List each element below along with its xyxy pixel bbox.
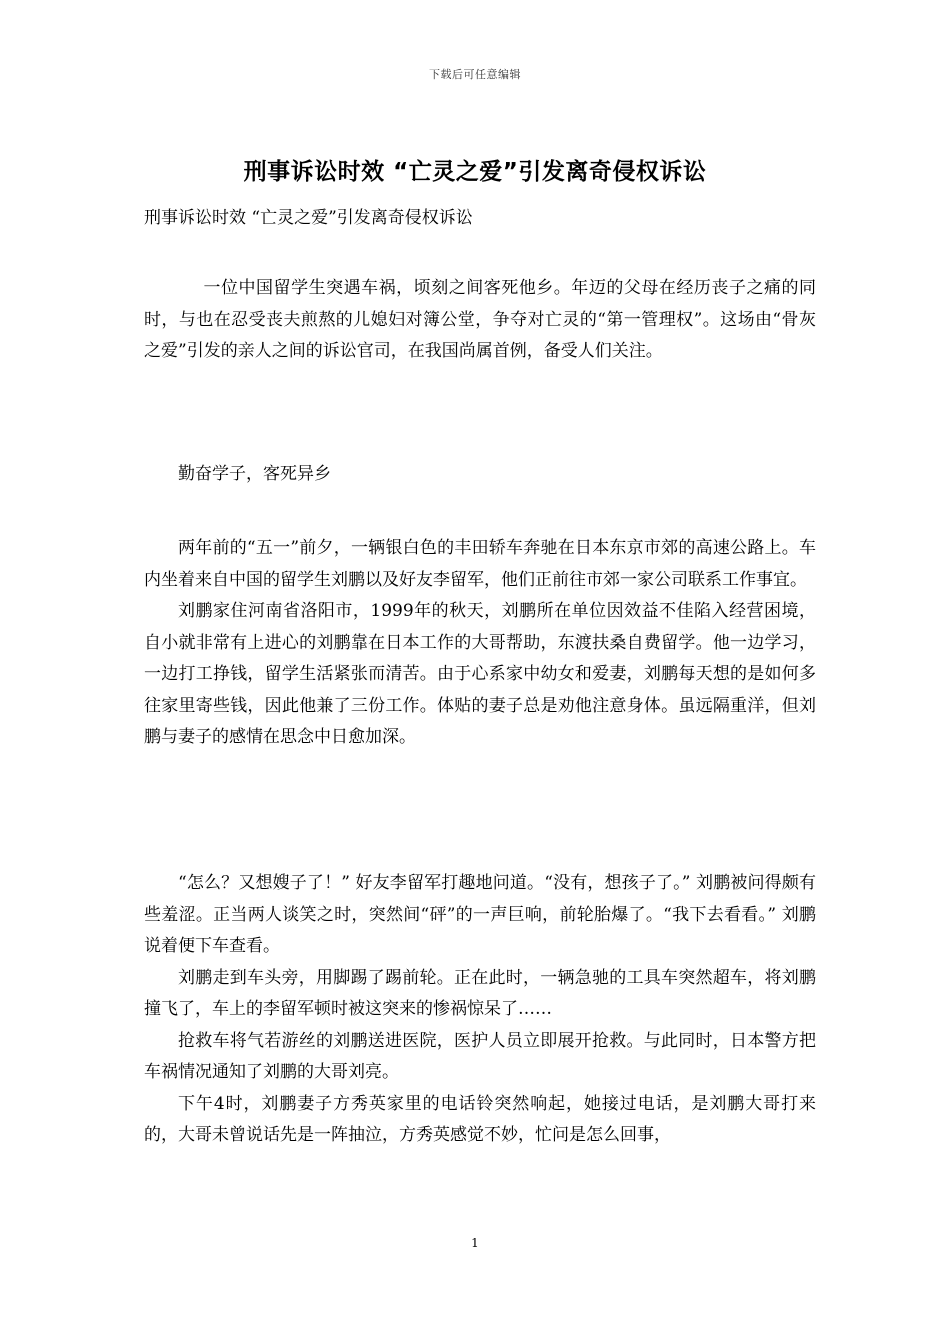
- section-heading: 勤奋学子，客死异乡: [178, 464, 331, 484]
- body-paragraph: 抢救车将气若游丝的刘鹏送进医院，医护人员立即展开抢救。与此同时，日本警方把车祸情况通知了刘鹏的大哥刘亮。: [144, 1030, 816, 1082]
- document-title: 刑事诉讼时效 “亡灵之爱”引发离奇侵权诉讼: [243, 159, 707, 185]
- intro-paragraph: 一位中国留学生突遇车祸，顷刻之间客死他乡。年迈的父母在经历丧子之痛的同时，与也在忍受丧夫煎熬的儿媳妇对簿公堂，争夺对亡灵的“第一管理权”。这场由“骨灰之爱”引发的亲人之间的诉讼官司，在我国尚属首例，备受人们关注。: [144, 278, 816, 361]
- body-paragraph: 刘鹏家住河南省洛阳市，1999年的秋天，刘鹏所在单位因效益不佳陷入经营困境，自小就非常有上进心的刘鹏靠在日本工作的大哥帮助，东渡扶桑自费留学。他一边学习，一边打工挣钱，留学生活紧张而清苦。由于心系家中幼女和爱妻，刘鹏每天想的是如何多往家里寄些钱，因此他兼了三份工作。体贴的妻子总是劝他注意身体。虽远隔重洋，但刘鹏与妻子的感情在思念中日愈加深。: [144, 601, 816, 747]
- intro-block: [144, 273, 816, 368]
- paragraph-group-1: [144, 533, 816, 754]
- body-paragraph: 刘鹏走到车头旁，用脚踢了踢前轮。正在此时，一辆急驰的工具车突然超车，将刘鹏撞飞了，车上的李留军顿时被这突来的惨祸惊呆了……: [144, 967, 816, 1019]
- document-subtitle: 刑事诉讼时效 “亡灵之爱”引发离奇侵权诉讼: [144, 208, 473, 228]
- paragraph-group-2: [144, 868, 816, 1152]
- page-number: 1: [471, 1236, 479, 1250]
- body-paragraph: “怎么？又想嫂子了！” 好友李留军打趣地问道。“没有，想孩子了。” 刘鹏被问得颇有些羞涩。正当两人谈笑之时，突然间“砰”的一声巨响，前轮胎爆了。“我下去看看。” 刘鹏说着便下车查看。: [144, 873, 816, 956]
- section-block: [144, 459, 816, 491]
- body-paragraph: 两年前的“五一”前夕，一辆银白色的丰田轿车奔驰在日本东京市郊的高速公路上。车内坐着来自中国的留学生刘鹏以及好友李留军，他们正前往市郊一家公司联系工作事宜。: [144, 538, 816, 590]
- body-paragraph: 下午4时，刘鹏妻子方秀英家里的电话铃突然响起，她接过电话，是刘鹏大哥打来的，大哥未曾说话先是一阵抽泣，方秀英感觉不妙，忙问是怎么回事，: [144, 1093, 816, 1145]
- page-header-note: 下载后可任意编辑: [429, 68, 521, 81]
